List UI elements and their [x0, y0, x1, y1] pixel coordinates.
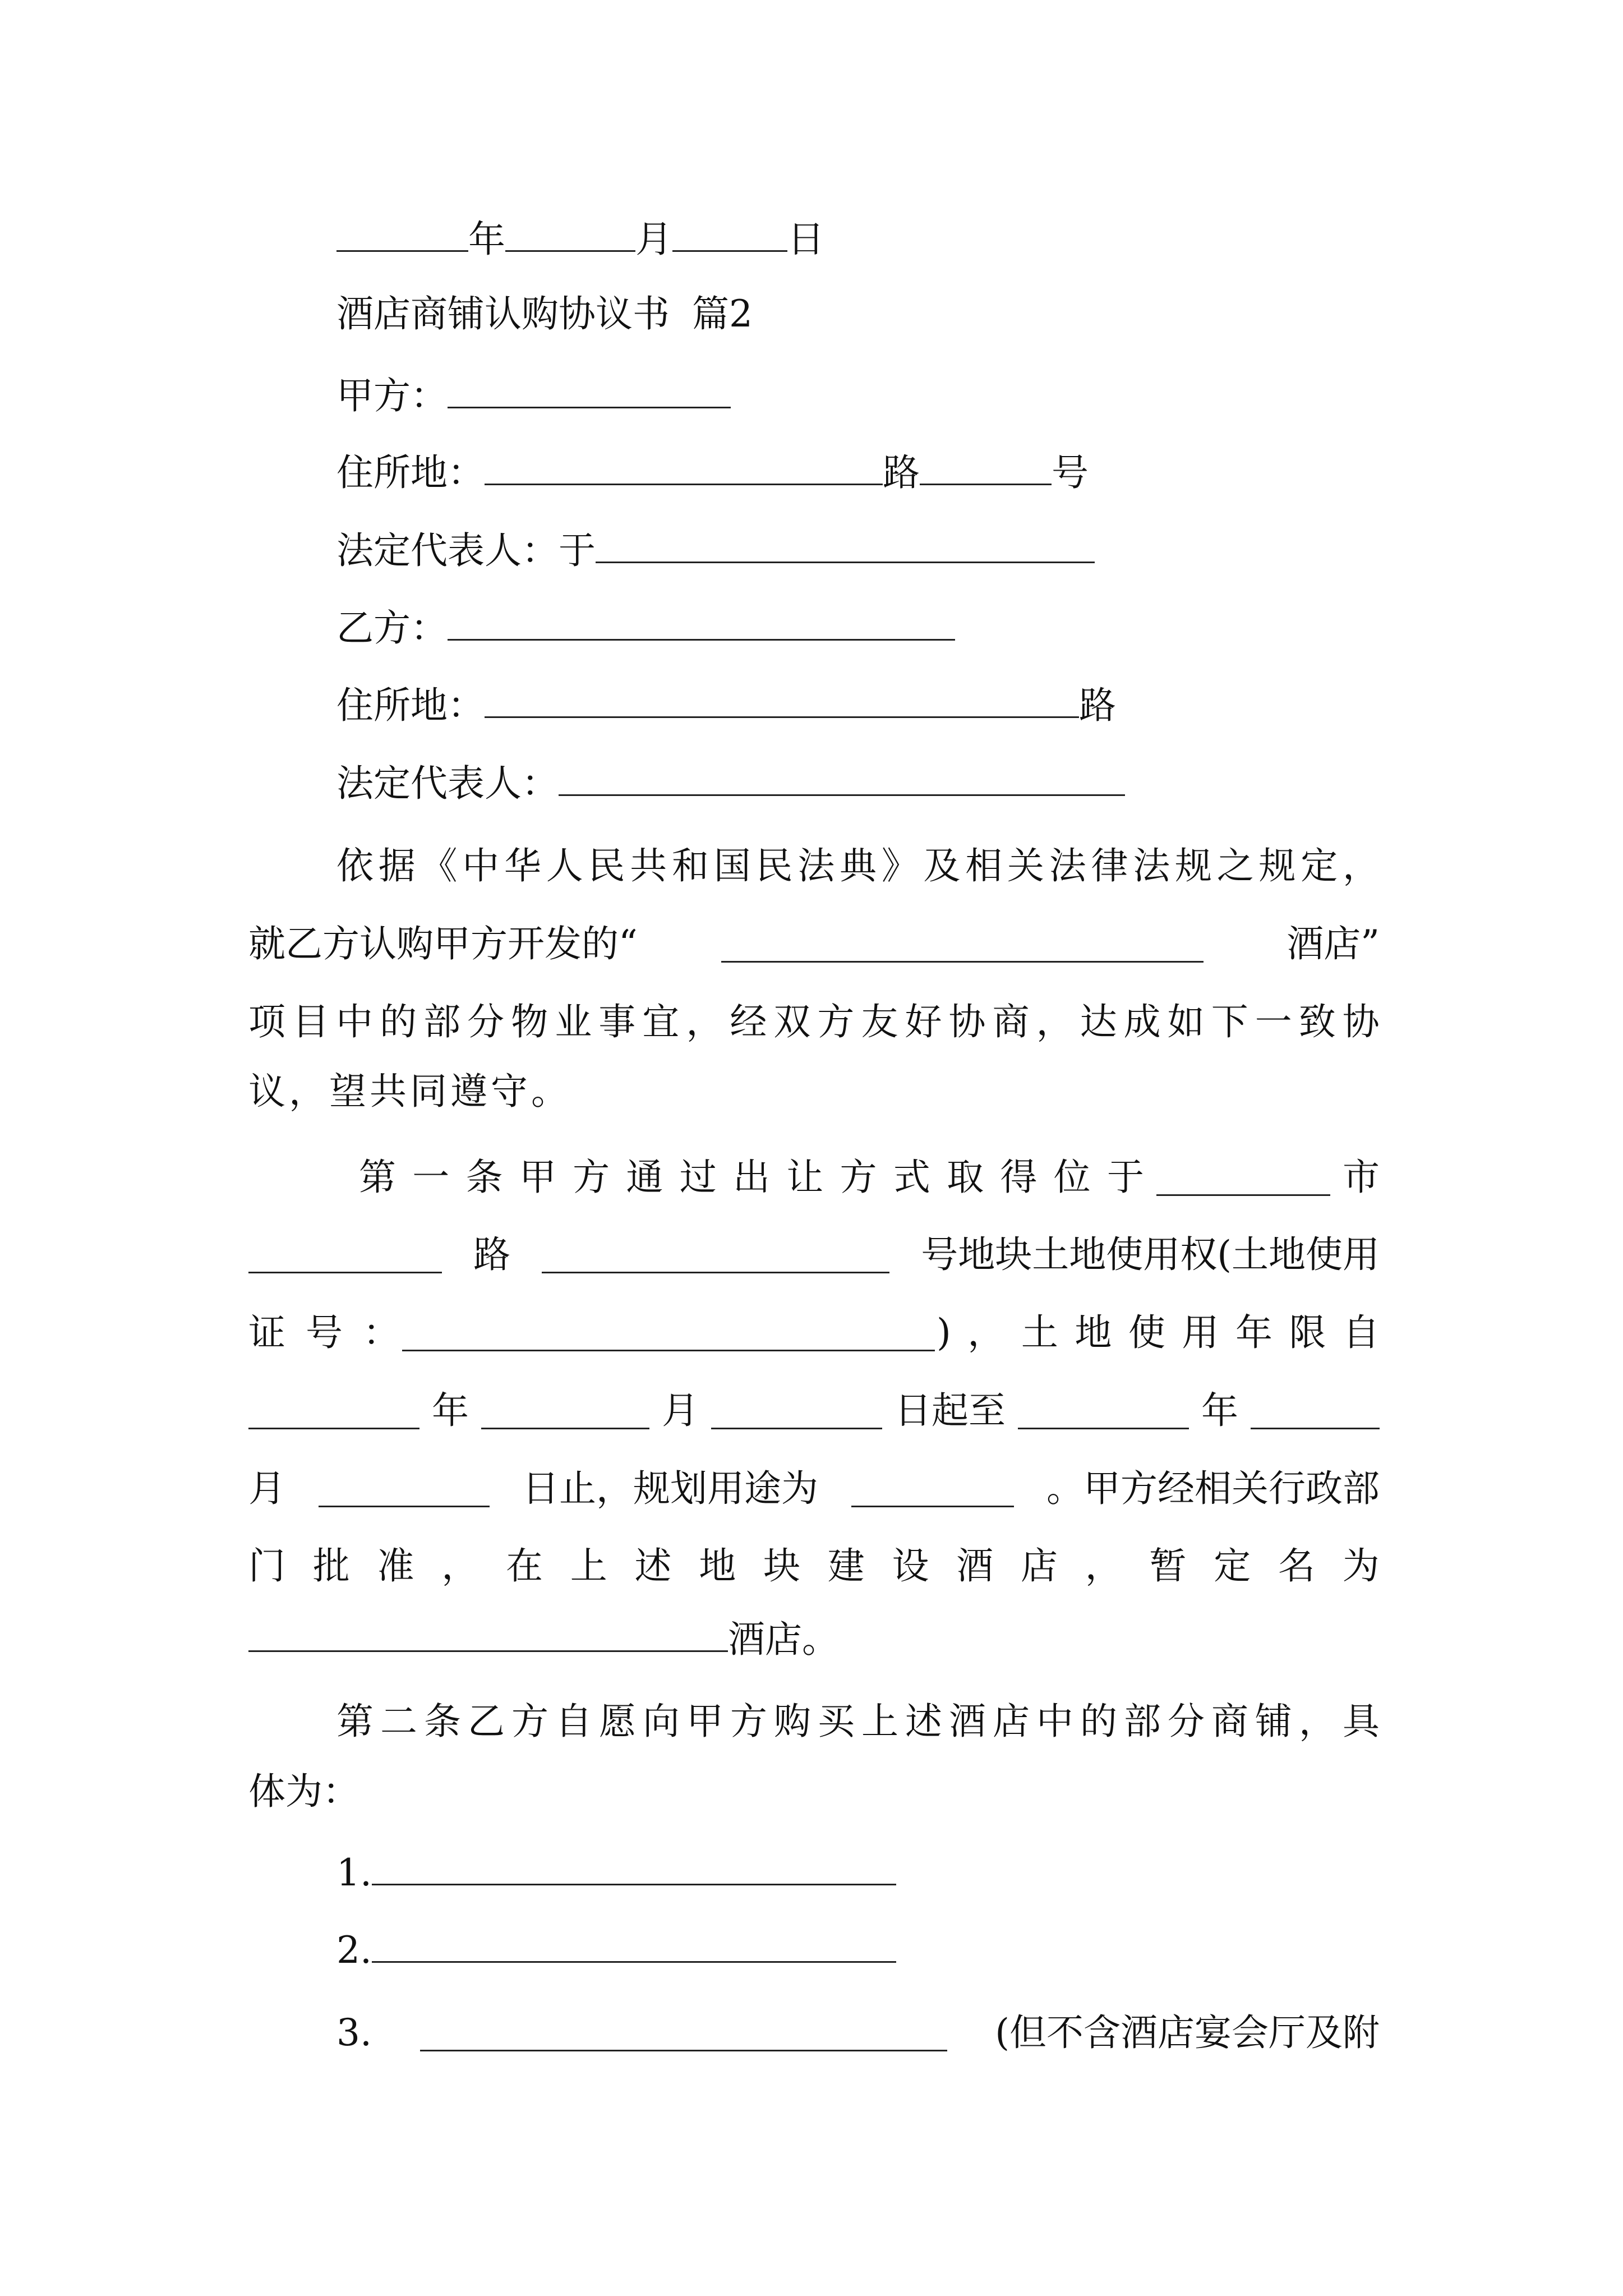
to-day-blank: [319, 1473, 490, 1507]
article2-item-2: [336, 1929, 896, 1973]
item-1-number: 1.: [336, 1851, 372, 1894]
article1-1b: 市: [1343, 1156, 1380, 1199]
to-month-blank: [1251, 1395, 1380, 1429]
party-a-number-blank: [920, 451, 1052, 485]
party-a-rep-line: [336, 529, 1095, 574]
party-a-address-label: 住所地：: [336, 451, 485, 494]
party-a-address-line: [336, 451, 1089, 496]
year-blank: [336, 218, 468, 252]
article1-line-2: [248, 1228, 1380, 1276]
preamble-line-2: [248, 918, 1380, 963]
party-a-label: 甲方：: [336, 374, 448, 417]
article2-2: 体为：: [248, 1770, 359, 1813]
party-b-road-label: 路: [1079, 684, 1116, 727]
article1-road: 路: [473, 1233, 511, 1276]
cert-number-blank: [402, 1317, 935, 1351]
lot-number-blank: [542, 1239, 889, 1273]
article2-line-2: [248, 1770, 359, 1818]
day-label: 日: [787, 218, 824, 261]
date-line: [336, 218, 824, 263]
from-year-blank: [248, 1395, 419, 1429]
doc-title-line: [336, 292, 753, 341]
year-label: 年: [468, 218, 505, 261]
article1-line-7: [248, 1618, 839, 1663]
article1-3a: 证 号 ：: [248, 1311, 400, 1354]
article1-line-6: 门 批 准 ， 在 上 述 地 块 建 设 酒 店 ， 暂 定 名 为: [248, 1544, 1380, 1588]
party-b-rep-line: [336, 762, 1125, 807]
to-month-label: 月: [248, 1467, 285, 1510]
party-b-label: 乙方：: [336, 606, 448, 650]
article1-line-4: [248, 1384, 1380, 1432]
hotel-name-blank: [248, 1618, 728, 1652]
article1-1a: 第 一 条 甲 方 通 过 出 让 方 式 取 得 位 于: [359, 1156, 1144, 1199]
article1-3b: ) ， 土 地 使 用 年 限 自: [937, 1311, 1380, 1354]
party-b-blank: [448, 606, 955, 641]
party-a-rep-blank: [596, 529, 1095, 563]
preamble-2a: 就乙方认购甲方开发的“: [248, 922, 638, 965]
to-year-label: 年: [1201, 1389, 1238, 1432]
preamble-2b: 酒店”: [1287, 922, 1380, 965]
article1-line-1: [359, 1151, 1380, 1199]
from-month-blank: [481, 1395, 649, 1429]
city-blank: [1156, 1162, 1330, 1196]
to-year-blank: [1018, 1395, 1189, 1429]
article1-5-tail: 。甲方经相关行政部: [1046, 1467, 1380, 1510]
article1-line-5: [248, 1462, 1380, 1510]
month-label: 月: [635, 218, 672, 261]
party-a-blank: [448, 374, 731, 408]
party-b-rep-blank: [559, 762, 1125, 796]
day-blank: [672, 218, 787, 252]
item-2-number: 2.: [336, 1929, 372, 1972]
preamble-line-4: [248, 1070, 571, 1118]
party-a-number-label: 号: [1052, 451, 1089, 494]
to-day-label: 日止，规划用途为: [522, 1467, 818, 1510]
party-b-address-blank: [485, 684, 1079, 718]
party-a-address-blank: [485, 451, 883, 485]
doc-title: 酒店商铺认购协议书: [336, 292, 670, 335]
month-blank: [505, 218, 635, 252]
preamble-4: 议，望共同遵守。: [248, 1070, 571, 1113]
from-year-label: 年: [432, 1389, 469, 1432]
preamble-line-3: 项 目 中 的 部 分 物 业 事 宜 ， 经 双 方 友 好 协 商 ， 达 成 如 下 一 致 协: [248, 1000, 1380, 1043]
article1-line-3: [248, 1306, 1380, 1354]
usage-blank: [851, 1473, 1014, 1507]
item-1-blank: [372, 1851, 896, 1885]
party-b-rep-label: 法定代表人：: [336, 762, 559, 805]
party-a-rep-label: 法定代表人：于: [336, 529, 596, 572]
article2-line-1: 第 二 条 乙 方 自 愿 向 甲 方 购 买 上 述 酒 店 中 的 部 分 商 铺 ， 具: [336, 1700, 1380, 1743]
article2-item-3: [336, 2007, 1380, 2054]
party-b-address-label: 住所地：: [336, 684, 485, 727]
from-day-label: 日起至: [895, 1389, 1006, 1432]
preamble-line-1: 依 据 《 中 华 人 民 共 和 国 民 法 典 》 及 相 关 法 律 法 规 之 规 定 ，: [336, 844, 1380, 887]
party-b-line: [336, 606, 955, 651]
road-blank: [248, 1239, 442, 1273]
article1-2b: 号地块土地使用权(土地使用: [921, 1233, 1380, 1276]
doc-part: 篇2: [692, 292, 753, 335]
item-3-tail: (但不含酒店宴会厅及附: [995, 2011, 1380, 2054]
item-3-blank: [420, 2017, 947, 2051]
article1-7-tail: 酒店。: [728, 1618, 839, 1661]
article2-item-1: [336, 1851, 896, 1896]
from-day-blank: [711, 1395, 882, 1429]
item-3-number: 3.: [336, 2011, 372, 2054]
party-b-address-line: [336, 684, 1116, 729]
party-a-line: [336, 374, 731, 419]
party-a-road-label: 路: [883, 451, 920, 494]
item-2-blank: [372, 1929, 896, 1963]
project-name-blank: [721, 928, 1204, 963]
from-month-label: 月: [662, 1389, 699, 1432]
